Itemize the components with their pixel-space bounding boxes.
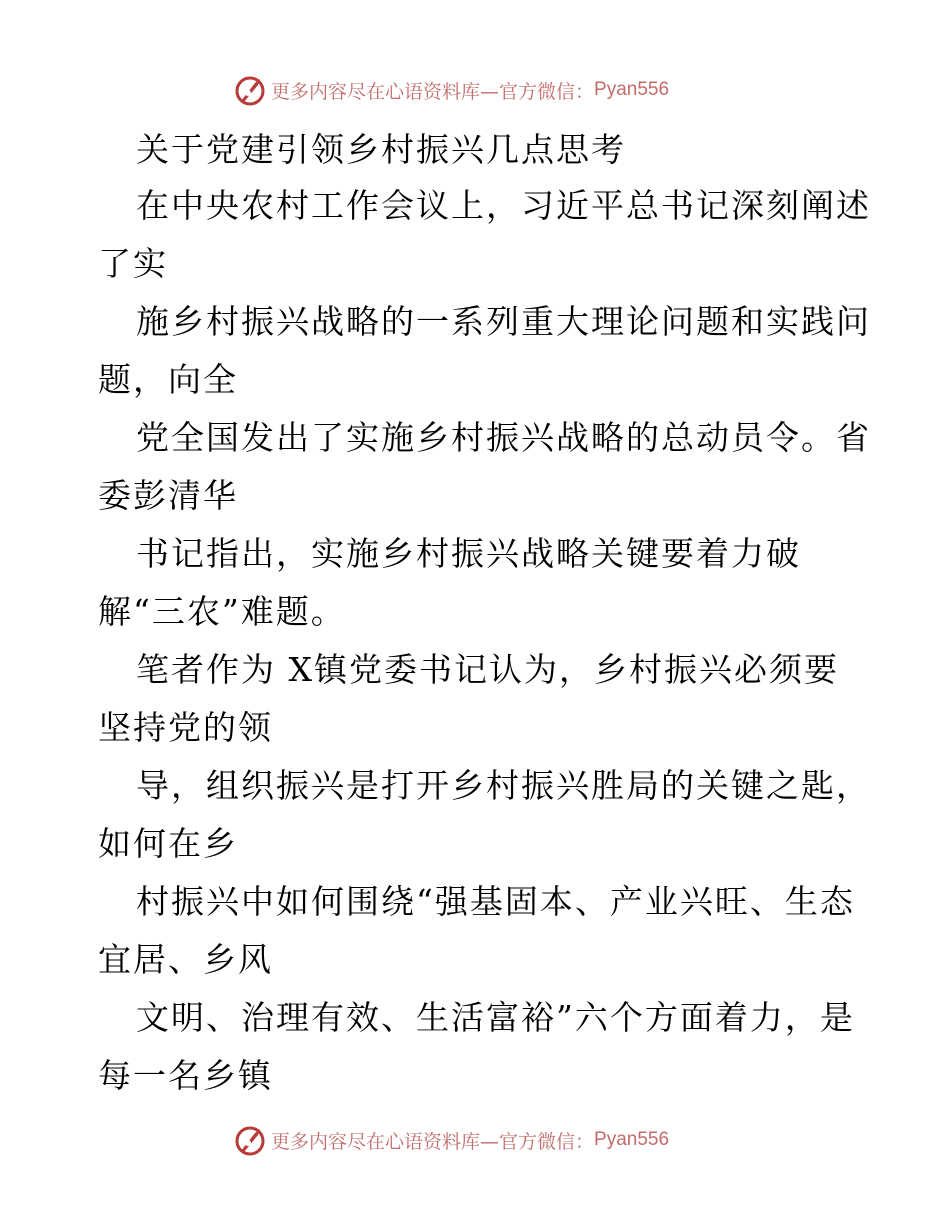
- pen-logo-icon: [233, 1123, 267, 1157]
- header-banner-text: 更多内容尽在心语资料库—官方微信：: [271, 80, 595, 103]
- footer-banner: [233, 1122, 713, 1158]
- text-line: 施乡村振兴战略的一系列重大理论问题和实践问: [136, 302, 871, 341]
- text-line: 题，向全: [98, 360, 238, 399]
- text-line: 党全国发出了实施乡村振兴战略的总动员令。省: [136, 418, 871, 457]
- text-line: 每一名乡镇: [98, 1056, 273, 1095]
- text-line: 委彭清华: [98, 476, 238, 515]
- header-banner: [233, 72, 713, 108]
- text-line: 村振兴中如何围绕“强基固本、产业兴旺、生态: [136, 882, 855, 921]
- text-line: 笔者作为 X镇党委书记认为，乡村振兴必须要: [136, 650, 839, 689]
- text-line: 了实: [98, 244, 168, 283]
- text-line: 书记指出，实施乡村振兴战略关键要着力破: [136, 534, 801, 573]
- footer-banner-text: 更多内容尽在心语资料库—官方微信：: [271, 1130, 595, 1153]
- text-line: 坚持党的领: [98, 708, 273, 747]
- text-line: 如何在乡: [98, 824, 238, 863]
- text-line: 导，组织振兴是打开乡村振兴胜局的关键之匙，: [136, 766, 871, 805]
- text-line: 文明、治理有效、生活富裕”六个方面着力，是: [136, 998, 855, 1037]
- text-line: 解“三农”难题。: [98, 592, 346, 631]
- document-title: 关于党建引领乡村振兴几点思考: [136, 130, 626, 169]
- text-line: 在中央农村工作会议上，习近平总书记深刻阐述: [136, 186, 871, 225]
- text-line: 宜居、乡风: [98, 940, 273, 979]
- footer-banner-id: Pyan556: [594, 1129, 670, 1150]
- pen-logo-icon: [233, 73, 267, 107]
- header-banner-id: Pyan556: [594, 79, 670, 100]
